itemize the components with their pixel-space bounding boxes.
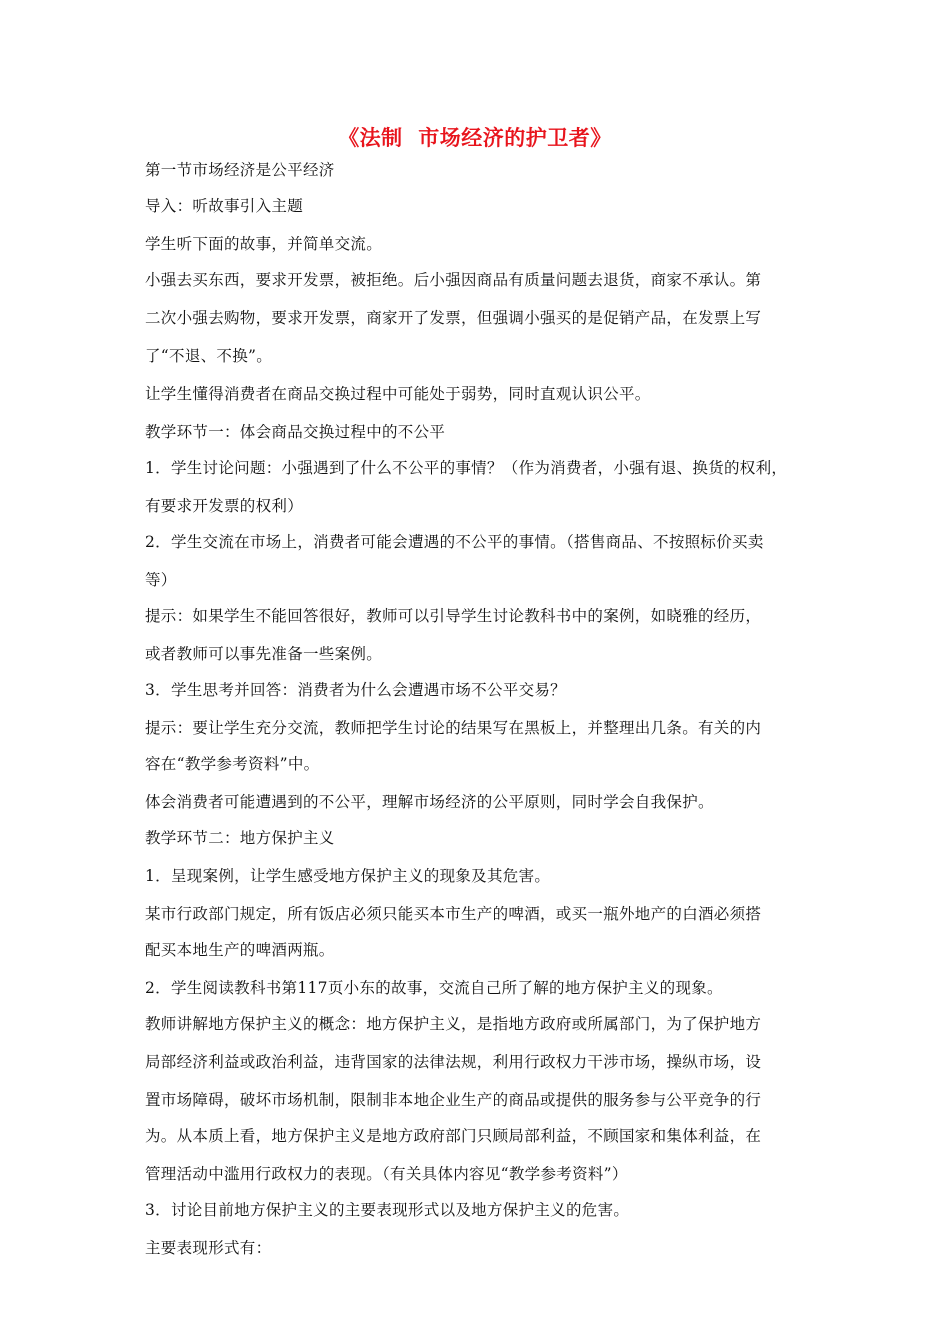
text-line: 管理活动中滥用行政权力的表现。（有关具体内容见“教学参考资料”） — [145, 1165, 628, 1183]
text-line: 1．学生讨论问题：小强遇到了什么不公平的事情？（作为消费者，小强有退、换货的权利， — [145, 459, 788, 477]
text-line: 体会消费者可能遭遇到的不公平，理解市场经济的公平原则，同时学会自我保护。 — [145, 793, 714, 811]
text-line: 提示：如果学生不能回答很好，教师可以引导学生讨论教科书中的案例，如晓雅的经历， — [145, 607, 762, 625]
text-line: 2．学生交流在市场上，消费者可能会遭遇的不公平的事情。（搭售商品、不按照标价买卖 — [145, 533, 764, 551]
text-line: 教学环节一：体会商品交换过程中的不公平 — [145, 423, 446, 441]
text-line: 配买本地生产的啤酒两瓶。 — [145, 941, 335, 959]
text-line: 导入：听故事引入主题 — [145, 197, 304, 215]
text-line: 教学环节二：地方保护主义 — [145, 829, 335, 847]
text-line: 有要求开发票的权利） — [145, 497, 304, 515]
text-line: 容在“教学参考资料”中。 — [145, 755, 320, 773]
text-line: 第一节市场经济是公平经济 — [145, 161, 335, 179]
text-line: 提示：要让学生充分交流，教师把学生讨论的结果写在黑板上，并整理出几条。有关的内 — [145, 719, 762, 737]
text-line: 小强去买东西，要求开发票，被拒绝。后小强因商品有质量问题去退货，商家不承认。第 — [145, 271, 762, 289]
text-line: 3．讨论目前地方保护主义的主要表现形式以及地方保护主义的危害。 — [145, 1201, 630, 1219]
text-line: 置市场障碍，破坏市场机制，限制非本地企业生产的商品或提供的服务参与公平竞争的行 — [145, 1091, 762, 1109]
text-line: 1．呈现案例，让学生感受地方保护主义的现象及其危害。 — [145, 867, 551, 885]
text-line: 学生听下面的故事，并简单交流。 — [145, 235, 383, 253]
text-line: 二次小强去购物，要求开发票，商家开了发票，但强调小强买的是促销产品，在发票上写 — [145, 309, 762, 327]
text-line: 为。从本质上看，地方保护主义是地方政府部门只顾局部利益，不顾国家和集体利益，在 — [145, 1127, 762, 1145]
text-line: 等） — [145, 571, 177, 589]
text-line: 让学生懂得消费者在商品交换过程中可能处于弱势，同时直观认识公平。 — [145, 385, 651, 403]
text-line: 2．学生阅读教科书第117页小东的故事，交流自己所了解的地方保护主义的现象。 — [145, 979, 723, 997]
text-line: 了“不退、不换”。 — [145, 347, 273, 365]
document-title: 《法制 市场经济的护卫者》 — [338, 126, 612, 150]
text-line: 教师讲解地方保护主义的概念：地方保护主义，是指地方政府或所属部门，为了保护地方 — [145, 1015, 762, 1033]
text-line: 3．学生思考并回答：消费者为什么会遭遇市场不公平交易？ — [145, 681, 566, 699]
text-line: 主要表现形式有： — [145, 1239, 272, 1257]
text-line: 或者教师可以事先准备一些案例。 — [145, 645, 383, 663]
text-line: 某市行政部门规定，所有饭店必须只能买本市生产的啤酒，或买一瓶外地产的白酒必须搭 — [145, 905, 762, 923]
text-line: 局部经济利益或政治利益，违背国家的法律法规，利用行政权力干涉市场，操纵市场，设 — [145, 1053, 762, 1071]
